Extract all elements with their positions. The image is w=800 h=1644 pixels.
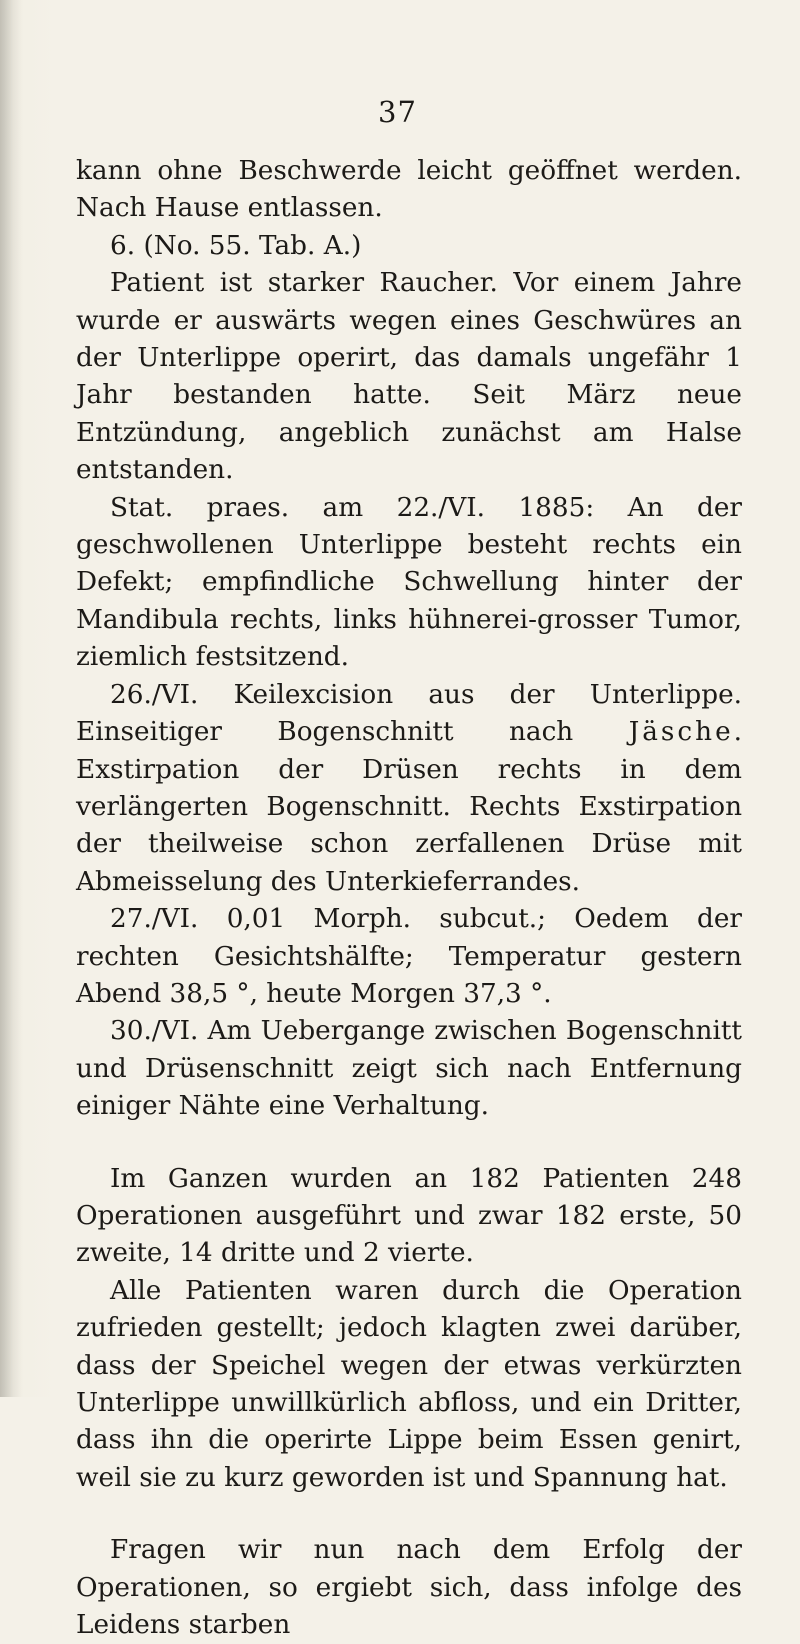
case-heading: 6. (No. 55. Tab. A.) xyxy=(110,230,362,261)
binding-shadow xyxy=(0,0,22,1397)
paragraph-followup: 30./VI. Am Uebergange zwischen Bogenschnitt und Drüsenschnitt zeigt sich nach Entfernung einiger Nähte eine Verhaltung. xyxy=(76,1016,742,1122)
operation-text-start: 26./VI. Keilexcision aus der Unterlippe. Einseitiger Bogenschnitt nach xyxy=(76,679,742,748)
paragraph-outcomes: Alle Patienten waren durch die Operation zufrieden gestellt; jedoch klagten zwei darüber, dass der Speichel wegen der etwas verkürzten Unterlippe unwillkürlich abfloss, und ein Dritter, dass ihn die operirte Lippe beim Essen genirt, weil sie zu kurz geworden ist und Spannung hat. xyxy=(76,1275,742,1493)
paragraph-status: Stat. praes. am 22./VI. 1885: An der geschwollenen Unterlippe besteht rechts ein Defekt; empfindliche Schwellung hinter der Mandibula rechts, links hühnerei-grosser Tumor, ziemlich festsitzend. xyxy=(76,492,742,673)
paragraph-question: Fragen wir nun nach dem Erfolg der Operationen, so ergiebt sich, dass infolge des Leidens starben xyxy=(76,1535,742,1641)
paragraph-operation xyxy=(76,677,742,901)
paragraph-summary: Im Ganzen wurden an 182 Patienten 248 Operationen ausgeführt und zwar 182 erste, 50 zweite, 14 dritte und 2 vierte. xyxy=(76,1163,742,1269)
paragraph-history: Patient ist starker Raucher. Vor einem Jahre wurde er auswärts wegen eines Geschwüres an der Unterlippe operirt, das damals ungefähr 1 Jahr bestanden hatte. Seit März neue Entzündung, angeblich zunächst am Halse entstanden. xyxy=(76,268,742,486)
body-text xyxy=(76,153,742,1644)
page-number: 37 xyxy=(378,95,417,129)
paragraph-continuation: kann ohne Beschwerde leicht geöffnet werden. Nach Hause entlassen. xyxy=(76,156,742,224)
operation-text-end: . Exstirpation der Drüsen rechts in dem verlängerten Bogenschnitt. Rechts Exstirpation der theilweise schon zerfallenen Drüse mit Abmeisselung des Unterkieferrandes. xyxy=(76,717,742,897)
surgeon-name: Jäsche xyxy=(628,717,734,748)
paragraph-postop: 27./VI. 0,01 Morph. subcut.; Oedem der rechten Gesichtshälfte; Temperatur gestern Abend 38,5 °, heute Morgen 37,3 °. xyxy=(76,904,742,1009)
